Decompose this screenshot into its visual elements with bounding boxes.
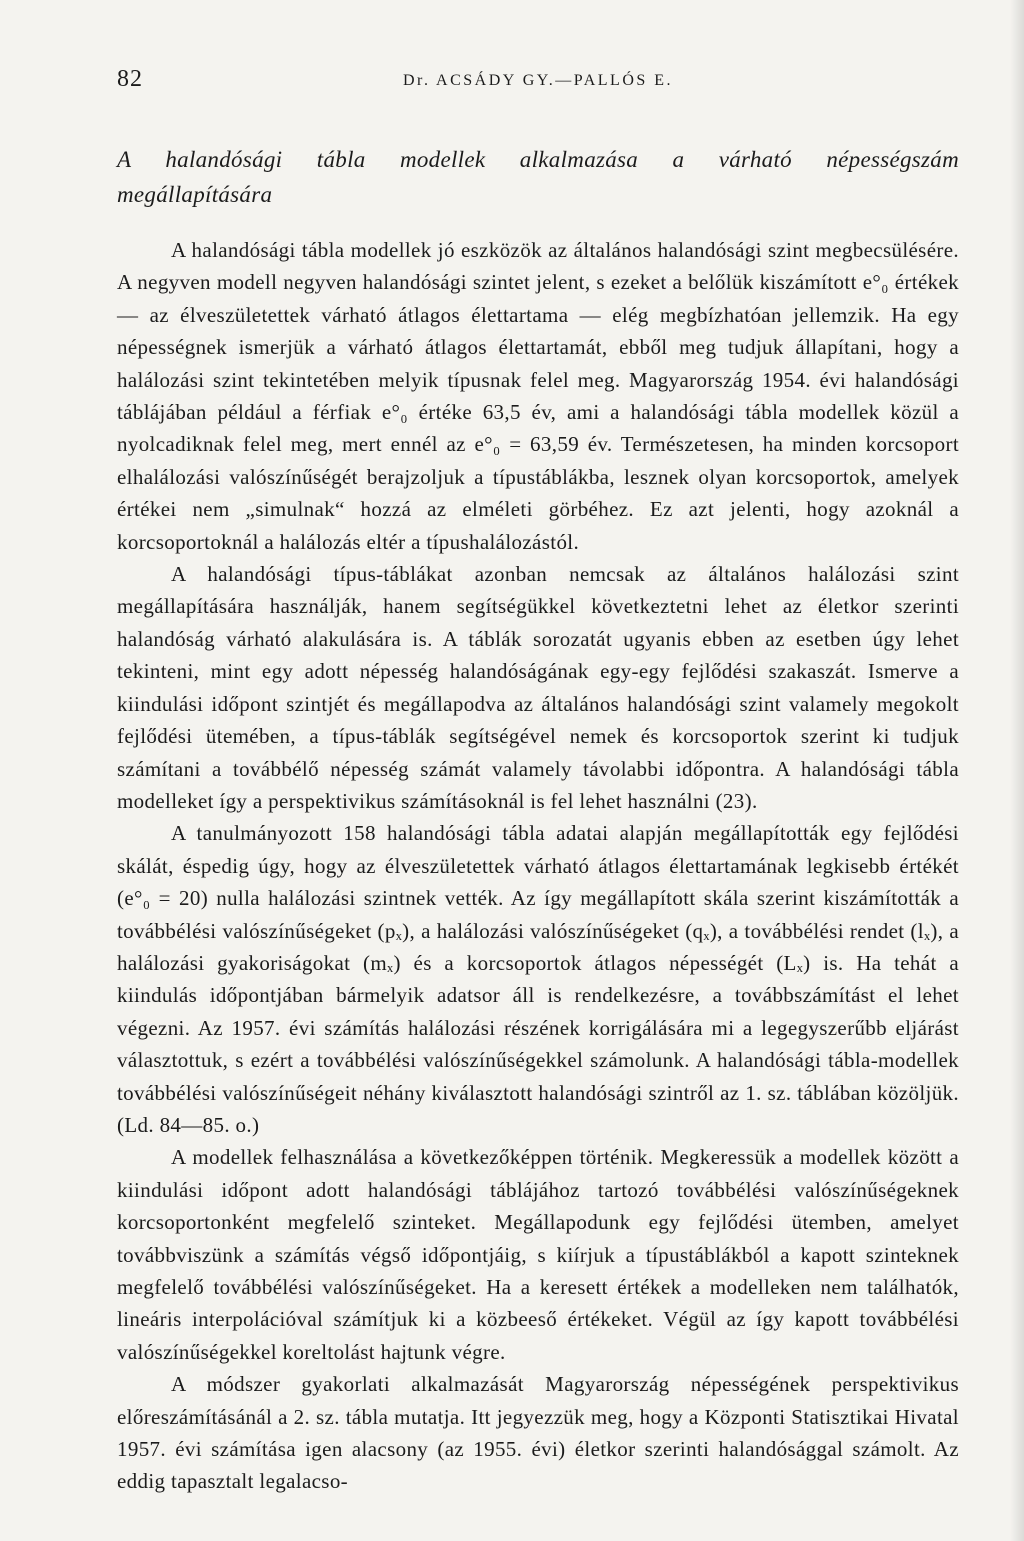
- paragraph-2: A halandósági típus-táblákat azonban nemcsak az általános halálozási szint megállapítására használják, hanem segítségükkel következtetni lehet az életkor szerinti halandóság várható alakulására is. A táblák sorozatát ugyanis ebben az esetben úgy lehet tekinteni, mint egy adott népesség halandóságának egy-egy fejlődési szakaszát. Ismerve a kiindulási időpont szintjét és megállapodva az általános halandósági szint valamely megokolt fejlődési ütemében, a típus-táblák segítségével nemek és korcsoportok szerint ki tudjuk számítani a továbbélő népesség számát valamely távolabbi időpontra. A halandósági tábla modelleket így a perspektivikus számításoknál is fel lehet használni (23).: [117, 562, 959, 813]
- book-page: [117, 66, 959, 1498]
- page-edge-shadow: [1010, 0, 1024, 1541]
- paragraph-5: A módszer gyakorlati alkalmazását Magyarország népességének perspektivikus előreszámításánál a 2. sz. tábla mutatja. Itt jegyezzük meg, hogy a Központi Statisztikai Hivatal 1957. évi számítása igen alacsony (az 1955. évi) életkor szerinti halandósággal számolt. Az eddig tapasztalt legalacso-: [117, 1372, 959, 1494]
- running-head: [117, 66, 959, 106]
- section-title: A halandósági tábla modellek alkalmazása a várható népességszám megállapítására: [117, 147, 959, 207]
- paragraph-4: A modellek felhasználása a következőképpen történik. Megkeressük a modellek között a kiindulási időpont adott halandósági táblájához tartozó továbbélési valószínűségeknek korcsoportonként megfelelő szinteket. Megállapodunk egy fejlődési ütemben, amelyet továbbviszünk a számítás végső időpontjáig, s kiírjuk a típustáblákból a kapott szinteknek megfelelő továbbélési valószínűségeket. Ha a keresett értékek a modelleken nem találhatók, lineáris interpolációval számítjuk ki a közbeeső értékeket. Végül az így kapott továbbélési valószínűségekkel koreltolást hajtunk végre.: [117, 1145, 959, 1364]
- paragraph-1: A halandósági tábla modellek jó eszközök az általános halandósági szint megbecsülésére. A negyven modell negyven halandósági szintet jelent, s ezeket a belőlük kiszámított e°₀ értékek — az élveszületettek várható átlagos élettartama — elég megbízhatóan jellemzik. Ha egy népességnek ismerjük a várható átlagos élettartamát, ebből meg tudjuk állapítani, hogy a halálozási szint tekintetében melyik típusnak felel meg. Magyarország 1954. évi halandósági táblájában például a férfiak e°₀ értéke 63,5 év, ami a halandósági tábla modellek közül a nyolcadiknak felel meg, mert ennél az e°₀ = 63,59 év. Természetesen, ha minden korcsoport elhalálozási valószínűségét berajzoljuk a típustáblákba, lesznek olyan korcsoportok, amelyek értékei nem „simulnak“ hozzá az elméleti görbéhez. Ez azt jelenti, hogy azoknál a korcsoportoknál a halálozás eltér a típushalálozástól.: [117, 238, 959, 554]
- running-head-authors: Dr. ACSÁDY GY.—PALLÓS E.: [402, 72, 674, 89]
- paragraph-3: A tanulmányozott 158 halandósági tábla adatai alapján megállapították egy fejlődési skálát, éspedig úgy, hogy az élveszületettek várható átlagos élettartamának legkisebb értékét (e°₀ = 20) nulla halálozási szintnek vették. Az így megállapított skála szerint kiszámították a továbbélési valószínűségeket (pₓ), a halálozási valószínűségeket (qₓ), a továbbélési rendet (lₓ), a halálozási gyakoriságokat (mₓ) és a korcsoportok átlagos népességét (Lₓ) is. Ha tehát a kiindulás időpontjában bármelyik adatsor áll is rendelkezésre, a továbbszámítást el lehet végezni. Az 1957. évi számítás halálozási részének korrigálására mi a legegyszerűbb eljárást választottuk, s ezért a továbbélési valószínűségekkel számolunk. A halandósági tábla-modellek továbbélési valószínűségeit néhány kiválasztott halandósági szintről az 1. sz. táblában közöljük. (Ld. 84—85. o.): [117, 821, 959, 1137]
- page-number: 82: [117, 66, 143, 92]
- body-text: [117, 234, 959, 1498]
